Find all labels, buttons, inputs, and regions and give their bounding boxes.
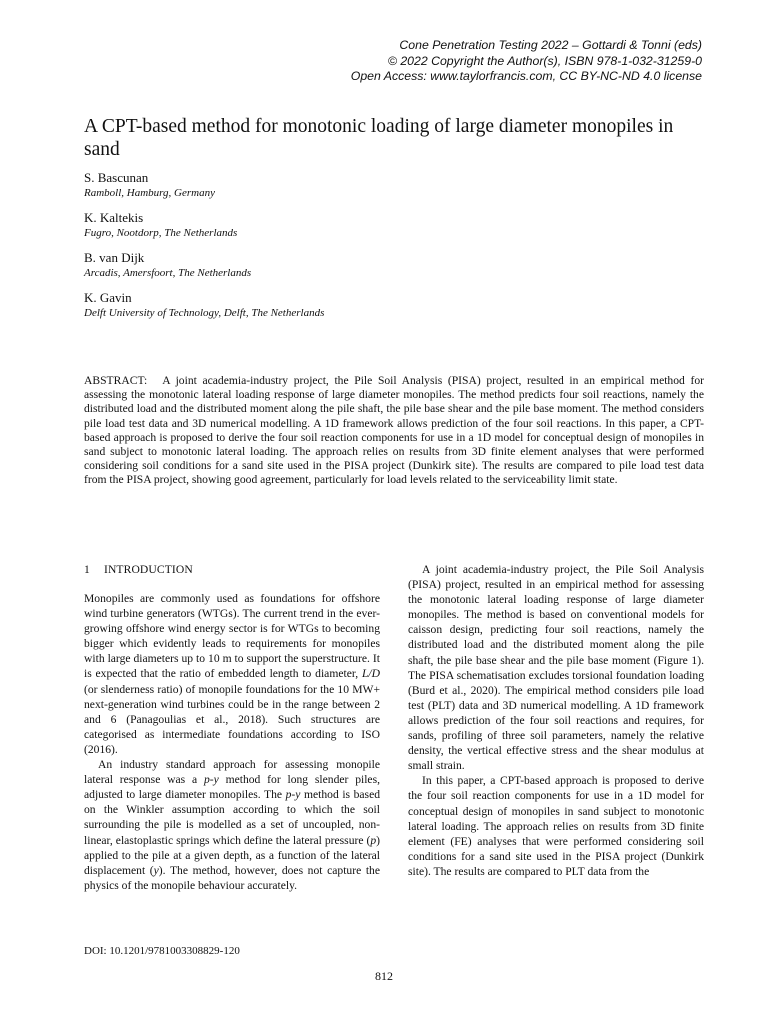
left-column	[84, 562, 380, 893]
section-title: INTRODUCTION	[104, 563, 193, 576]
math-symbol: p-y	[203, 773, 219, 787]
paragraph-text: Monopiles are commonly used as foundations for offshore wind turbine generators (WTGs). The current trend in the ever-growing offshore wind energy sector is for WTGs to becoming bigger which evidently leads to requirements for monopiles with large diameters up to 10 m to support the superstructure. It is expected that the ratio of embedded length to diameter,	[84, 592, 380, 681]
paragraph-text: method is based on the Winkler assumption according to which the soil surrounding the pile is modelled as a set of uncoupled, non-linear, elastoplastic springs which define the lateral pressure (	[84, 788, 381, 847]
paragraph-text: ) applied to the pile at a given depth, as a function of the lateral displacement (	[84, 833, 380, 877]
section-number: 1	[84, 563, 90, 576]
author-affiliation: Ramboll, Hamburg, Germany	[84, 187, 215, 199]
author-affiliation: Arcadis, Amersfoort, The Netherlands	[84, 267, 252, 279]
author-affiliation: Delft University of Technology, Delft, The Netherlands	[84, 307, 325, 319]
author-block	[84, 210, 684, 240]
math-symbol: p-y	[285, 788, 301, 802]
paragraph-text: An industry standard approach for assessing monopile lateral response was a	[84, 758, 380, 787]
page-number: 812	[375, 969, 393, 983]
author-affiliation: Fugro, Nootdorp, The Netherlands	[84, 227, 238, 239]
math-symbol: y	[153, 863, 159, 877]
paper-title: A CPT-based method for monotonic loading of large diameter monopiles in sand	[84, 116, 674, 160]
proceedings-line: Cone Penetration Testing 2022 – Gottardi & Tonni (eds)	[399, 38, 702, 52]
abstract	[84, 374, 704, 488]
paragraph: In this paper, a CPT-based approach is proposed to derive the four soil reaction components for use in a 1D model for conceptual design of monopiles in sand subject to monotonic lateral loading. The approach relies on results from 3D finite element (FE) analyses that were performed considering soil conditions for a sand site used in the PISA project (Dunkirk site). The results are compared to PLT data from the	[408, 774, 704, 878]
author-block	[84, 170, 684, 200]
copyright-line: © 2022 Copyright the Author(s), ISBN 978-1-032-31259-0	[387, 53, 702, 68]
author-block	[84, 250, 684, 280]
abstract-text: A joint academia-industry project, the Pile Soil Analysis (PISA) project, resulted in an empirical method for assessing the monotonic lateral loading response of large diameter monopiles. The method predicts four soil reactions, namely the distributed load and the distributed moment along the pile shaft, the pile base shear and the pile base moment. The method considers pile load test data and 3D numerical modelling. A 1D framework allows prediction of the four soil reactions. In this paper, a CPT-based approach is proposed to derive the four soil reaction components for use in a 1D model for conceptual design of monopiles in sand subject to monotonic lateral loading. The approach relies on results from 3D finite element analyses that were performed considering soil conditions for a sand site used in the PISA project (Dunkirk site). The results are compared to pile load test data from the PISA project, showing good agreement, particularly for load levels related to the serviceability limit state.	[84, 374, 704, 487]
author-name: B. van Dijk	[84, 250, 145, 265]
paragraph-text: (or slenderness ratio) of monopile foundations for the 10 MW+ next-generation wind turbines could be in the range between 2 and 6 (Panagoulias et al., 2018). Such structures are categorised as intermediate foundations according to ISO (2016).	[84, 682, 380, 756]
math-symbol: p	[370, 833, 377, 847]
right-column	[408, 562, 704, 879]
author-name: K. Kaltekis	[84, 210, 144, 225]
abstract-label: ABSTRACT:	[84, 374, 148, 387]
author-name: S. Bascunan	[84, 170, 149, 185]
license-line: Open Access: www.taylorfrancis.com, CC BY-NC-ND 4.0 license	[350, 69, 702, 83]
publication-header	[351, 38, 702, 85]
paragraph-text: ). The method, however, does not capture the physics of the monopile behaviour accurately.	[84, 863, 380, 892]
author-name: K. Gavin	[84, 290, 132, 305]
paragraph	[84, 591, 380, 757]
author-block	[84, 290, 684, 320]
math-symbol: L/D	[361, 667, 380, 681]
paragraph: A joint academia-industry project, the Pile Soil Analysis (PISA) project, resulted in an empirical method for assessing the monotonic lateral loading response of large diameter monopiles. The method is based on conventional models for caisson design, predicting four soil reactions, namely the distributed load and the distributed moment along the pile shaft, the pile base shear and the pile base moment (Figure 1). The PISA schematisation excludes torsional foundation loading (Burd et al., 2020). The empirical method considers pile load test (PLT) data and 3D numerical modelling. A 1D framework allows prediction of the four soil reactions and requires, for sands, profiling of three soil parameters, namely the relative density, the vertical effective stress and the shear modulus at small strain.	[408, 563, 704, 773]
author-list	[84, 170, 684, 330]
paragraph	[84, 757, 380, 893]
paragraph-text: method for long slender piles, adjusted to large diameter monopiles. The	[84, 773, 380, 802]
section-heading	[84, 562, 380, 577]
doi: DOI: 10.1201/9781003308829-120	[84, 945, 240, 957]
